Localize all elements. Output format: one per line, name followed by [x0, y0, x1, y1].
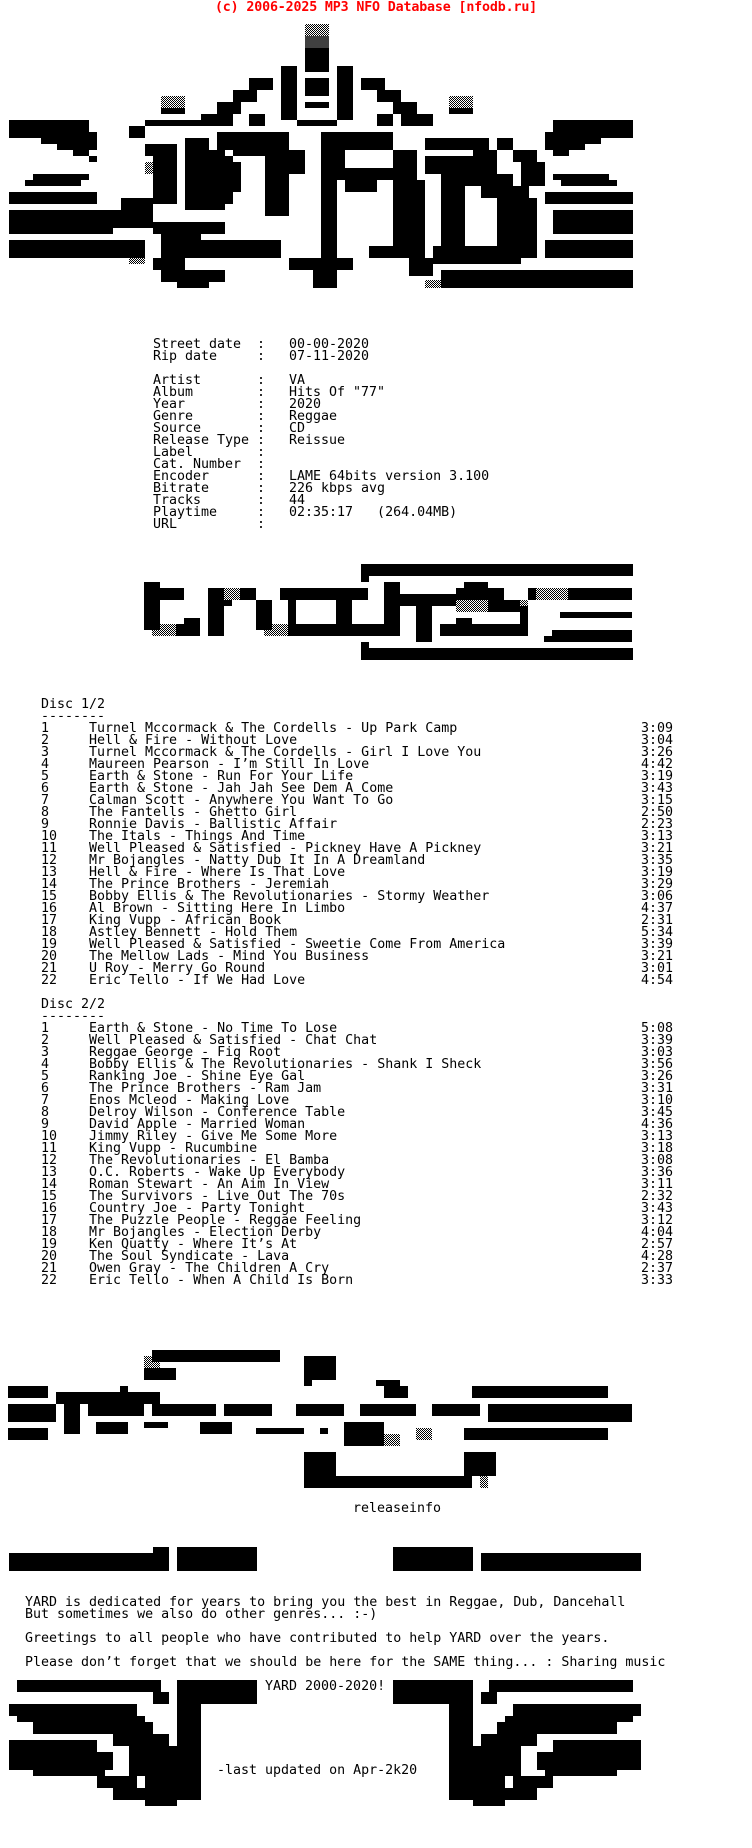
disc-underline: -------- [41, 709, 106, 724]
track-title: Turnel Mccormack & The Cordells - Girl I Love You [89, 745, 482, 760]
track-duration: 4:54 [641, 973, 674, 988]
track-number: 12 [41, 1153, 58, 1168]
info-row-year: Year : 2020 [153, 397, 322, 412]
footer-line: But sometimes we also do other genres... :-) [25, 1607, 378, 1622]
track-duration: 3:19 [641, 769, 674, 784]
track-duration: 4:36 [641, 1117, 674, 1132]
track-number: 6 [41, 1081, 50, 1096]
track-duration: 4:28 [641, 1249, 674, 1264]
track-title: Astley Bennett - Hold Them [89, 925, 298, 940]
release-logo [0, 1340, 752, 1500]
track-title: Reggae George - Fig Root [89, 1045, 282, 1060]
track-title: The Fantells - Ghetto Girl [89, 805, 298, 820]
track-title: Owen Gray - The Children A Cry [89, 1261, 330, 1276]
track-duration: 3:06 [641, 889, 674, 904]
track-number: 22 [41, 1273, 58, 1288]
track-title: Ranking Joe - Shine Eye Gal [89, 1069, 306, 1084]
track-duration: 3:21 [641, 841, 674, 856]
track-title: Eric Tello - If We Had Love [89, 973, 306, 988]
track-number: 20 [41, 949, 58, 964]
track-title: Eric Tello - When A Child Is Born [89, 1273, 354, 1288]
track-duration: 3:15 [641, 793, 674, 808]
track-number: 12 [41, 853, 58, 868]
track-number: 13 [41, 865, 58, 880]
track-title: Earth & Stone - Jah Jah See Dem A Come [89, 781, 394, 796]
track-duration: 3:31 [641, 1081, 674, 1096]
footer-line: Please don’t forget that we should be here for the SAME thing... : Sharing music [25, 1655, 666, 1670]
footer-updated-row [0, 1765, 752, 1777]
track-number: 14 [41, 1177, 58, 1192]
track-title: Calman Scott - Anywhere You Want To Go [89, 793, 394, 808]
disc-title: Disc 2/2 [41, 997, 106, 1012]
track-number: 11 [41, 1141, 58, 1156]
track-duration: 3:36 [641, 1165, 674, 1180]
track-duration: 3:11 [641, 1177, 674, 1192]
info-row-tracks: Tracks : 44 [153, 493, 306, 508]
track-row [0, 1275, 752, 1287]
track-title: The Puzzle People - Reggae Feeling [89, 1213, 362, 1228]
track-row [0, 975, 752, 987]
track-duration: 3:12 [641, 1213, 674, 1228]
track-title: The Itals - Things And Time [89, 829, 306, 844]
track-title: King Vupp - African Book [89, 913, 282, 928]
track-title: O.C. Roberts - Wake Up Everybody [89, 1165, 346, 1180]
track-number: 5 [41, 1069, 50, 1084]
track-title: Country Joe - Party Tonight [89, 1201, 306, 1216]
track-number: 10 [41, 1129, 58, 1144]
info-row-playtime: Playtime : 02:35:17 (264.04MB) [153, 505, 458, 520]
track-title: Delroy Wilson - Conference Table [89, 1105, 346, 1120]
track-title: Ronnie Davis - Ballistic Affair [89, 817, 338, 832]
releaseinfo-caption: releaseinfo [353, 1501, 442, 1516]
track-duration: 3:19 [641, 865, 674, 880]
track-number: 1 [41, 1021, 50, 1036]
info-row-street-date: Street date : 00-00-2020 [153, 337, 370, 352]
yard-logo [0, 0, 752, 300]
track-number: 5 [41, 769, 50, 784]
track-duration: 3:45 [641, 1105, 674, 1120]
track-duration: 4:04 [641, 1225, 674, 1240]
track-title: Hell & Fire - Where Is That Love [89, 865, 346, 880]
track-title: Well Pleased & Satisfied - Chat Chat [89, 1033, 378, 1048]
track-title: David Apple - Married Woman [89, 1117, 306, 1132]
info-row-encoder: Encoder : LAME 64bits version 3.100 [153, 469, 490, 484]
track-number: 13 [41, 1165, 58, 1180]
track-number: 19 [41, 937, 58, 952]
track-duration: 2:37 [641, 1261, 674, 1276]
track-duration: 2:57 [641, 1237, 674, 1252]
info-row-rip-date: Rip date : 07-11-2020 [153, 349, 370, 364]
track-duration: 2:31 [641, 913, 674, 928]
track-duration: 3:39 [641, 937, 674, 952]
track-number: 11 [41, 841, 58, 856]
track-duration: 2:32 [641, 1189, 674, 1204]
info-row-release-type: Release Type : Reissue [153, 433, 346, 448]
info-row-artist: Artist : VA [153, 373, 306, 388]
track-number: 14 [41, 877, 58, 892]
track-number: 2 [41, 733, 50, 748]
track-number: 4 [41, 1057, 50, 1072]
track-duration: 3:43 [641, 781, 674, 796]
track-title: Roman Stewart - An Aim In View [89, 1177, 330, 1192]
track-title: Well Pleased & Satisfied - Pickney Have A Pickney [89, 841, 482, 856]
track-title: Hell & Fire - Without Love [89, 733, 298, 748]
track-duration: 3:03 [641, 1045, 674, 1060]
track-duration: 2:50 [641, 805, 674, 820]
disc-underline: -------- [41, 1009, 106, 1024]
track-duration: 3:35 [641, 853, 674, 868]
track-duration: 3:21 [641, 949, 674, 964]
track-title: Maureen Pearson - I’m Still In Love [89, 757, 370, 772]
disc-title: Disc 1/2 [41, 697, 106, 712]
track-title: Jimmy Riley - Give Me Some More [89, 1129, 338, 1144]
track-duration: 3:08 [641, 1153, 674, 1168]
info-row-url: URL : [153, 517, 266, 532]
track-title: The Prince Brothers - Ram Jam [89, 1081, 322, 1096]
track-duration: 3:10 [641, 1093, 674, 1108]
track-number: 8 [41, 1105, 50, 1120]
track-title: King Vupp - Rucumbine [89, 1141, 258, 1156]
track-duration: 3:56 [641, 1057, 674, 1072]
footer-wings-art [0, 1678, 752, 1808]
track-title: Mr Bojangles - Election Derby [89, 1225, 322, 1240]
track-title: Ken Quatty - Where It’s At [89, 1237, 298, 1252]
track-duration: 5:08 [641, 1021, 674, 1036]
track-number: 22 [41, 973, 58, 988]
track-title: U Roy - Merry Go Round [89, 961, 266, 976]
track-title: Earth & Stone - Run For Your Life [89, 769, 354, 784]
track-number: 8 [41, 805, 50, 820]
footer-line: YARD is dedicated for years to bring you the best in Reggae, Dub, Dancehall [25, 1595, 626, 1610]
track-title: Al Brown - Sitting Here In Limbo [89, 901, 346, 916]
track-number: 9 [41, 817, 50, 832]
track-number: 9 [41, 1117, 50, 1132]
track-duration: 3:09 [641, 721, 674, 736]
track-duration: 3:18 [641, 1141, 674, 1156]
footer-motto: YARD 2000-2020! [265, 1679, 386, 1694]
track-number: 20 [41, 1249, 58, 1264]
track-duration: 2:23 [641, 817, 674, 832]
info-row-source: Source : CD [153, 421, 306, 436]
track-number: 19 [41, 1237, 58, 1252]
track-duration: 3:39 [641, 1033, 674, 1048]
track-duration: 3:43 [641, 1201, 674, 1216]
last-updated: -last updated on Apr-2k20 [217, 1763, 418, 1778]
track-title: Bobby Ellis & The Revolutionaries - Stormy Weather [89, 889, 490, 904]
track-duration: 3:13 [641, 1129, 674, 1144]
track-title: Mr Bojangles - Natty Dub It In A Dreamland [89, 853, 426, 868]
track-duration: 3:04 [641, 733, 674, 748]
track-duration: 3:26 [641, 1069, 674, 1084]
track-number: 15 [41, 1189, 58, 1204]
track-number: 17 [41, 913, 58, 928]
track-duration: 5:34 [641, 925, 674, 940]
track-duration: 3:01 [641, 961, 674, 976]
track-number: 21 [41, 961, 58, 976]
footer-line: Greetings to all people who have contributed to help YARD over the years. [25, 1631, 610, 1646]
info-row-album: Album : Hits Of "77" [153, 385, 386, 400]
track-number: 16 [41, 1201, 58, 1216]
track-title: Well Pleased & Satisfied - Sweetie Come From America [89, 937, 506, 952]
track-title: Bobby Ellis & The Revolutionaries - Shank I Sheck [89, 1057, 482, 1072]
track-title: Turnel Mccormack & The Cordells - Up Park Camp [89, 721, 458, 736]
track-number: 17 [41, 1213, 58, 1228]
footer-top-bars [0, 1545, 752, 1575]
track-duration: 4:37 [641, 901, 674, 916]
track-number: 6 [41, 781, 50, 796]
track-duration: 3:13 [641, 829, 674, 844]
track-number: 15 [41, 889, 58, 904]
track-number: 10 [41, 829, 58, 844]
track-title: The Survivors - Live Out The 70s [89, 1189, 346, 1204]
track-title: The Mellow Lads - Mind You Business [89, 949, 370, 964]
track-duration: 3:26 [641, 745, 674, 760]
track-number: 2 [41, 1033, 50, 1048]
track-number: 18 [41, 925, 58, 940]
track-number: 16 [41, 901, 58, 916]
info-row-label: Label : [153, 445, 266, 460]
track-number: 18 [41, 1225, 58, 1240]
info-row-genre: Genre : Reggae [153, 409, 338, 424]
footer-motto-row [0, 1681, 752, 1693]
info-row-bitrate: Bitrate : 226 kbps avg [153, 481, 386, 496]
track-number: 21 [41, 1261, 58, 1276]
copyright-header: (c) 2006-2025 MP3 NFO Database [nfodb.ru] [214, 0, 538, 15]
track-number: 3 [41, 745, 50, 760]
track-title: The Revolutionaries - El Bamba [89, 1153, 330, 1168]
tracks-logo [0, 560, 752, 670]
track-duration: 3:29 [641, 877, 674, 892]
track-duration: 3:33 [641, 1273, 674, 1288]
track-number: 7 [41, 1093, 50, 1108]
track-number: 3 [41, 1045, 50, 1060]
info-row-cat-number: Cat. Number : [153, 457, 266, 472]
track-title: The Soul Syndicate - Lava [89, 1249, 290, 1264]
track-title: Enos Mcleod - Making Love [89, 1093, 290, 1108]
track-number: 7 [41, 793, 50, 808]
track-number: 1 [41, 721, 50, 736]
track-duration: 4:42 [641, 757, 674, 772]
track-title: The Prince Brothers - Jeremiah [89, 877, 330, 892]
track-title: Earth & Stone - No Time To Lose [89, 1021, 338, 1036]
track-number: 4 [41, 757, 50, 772]
